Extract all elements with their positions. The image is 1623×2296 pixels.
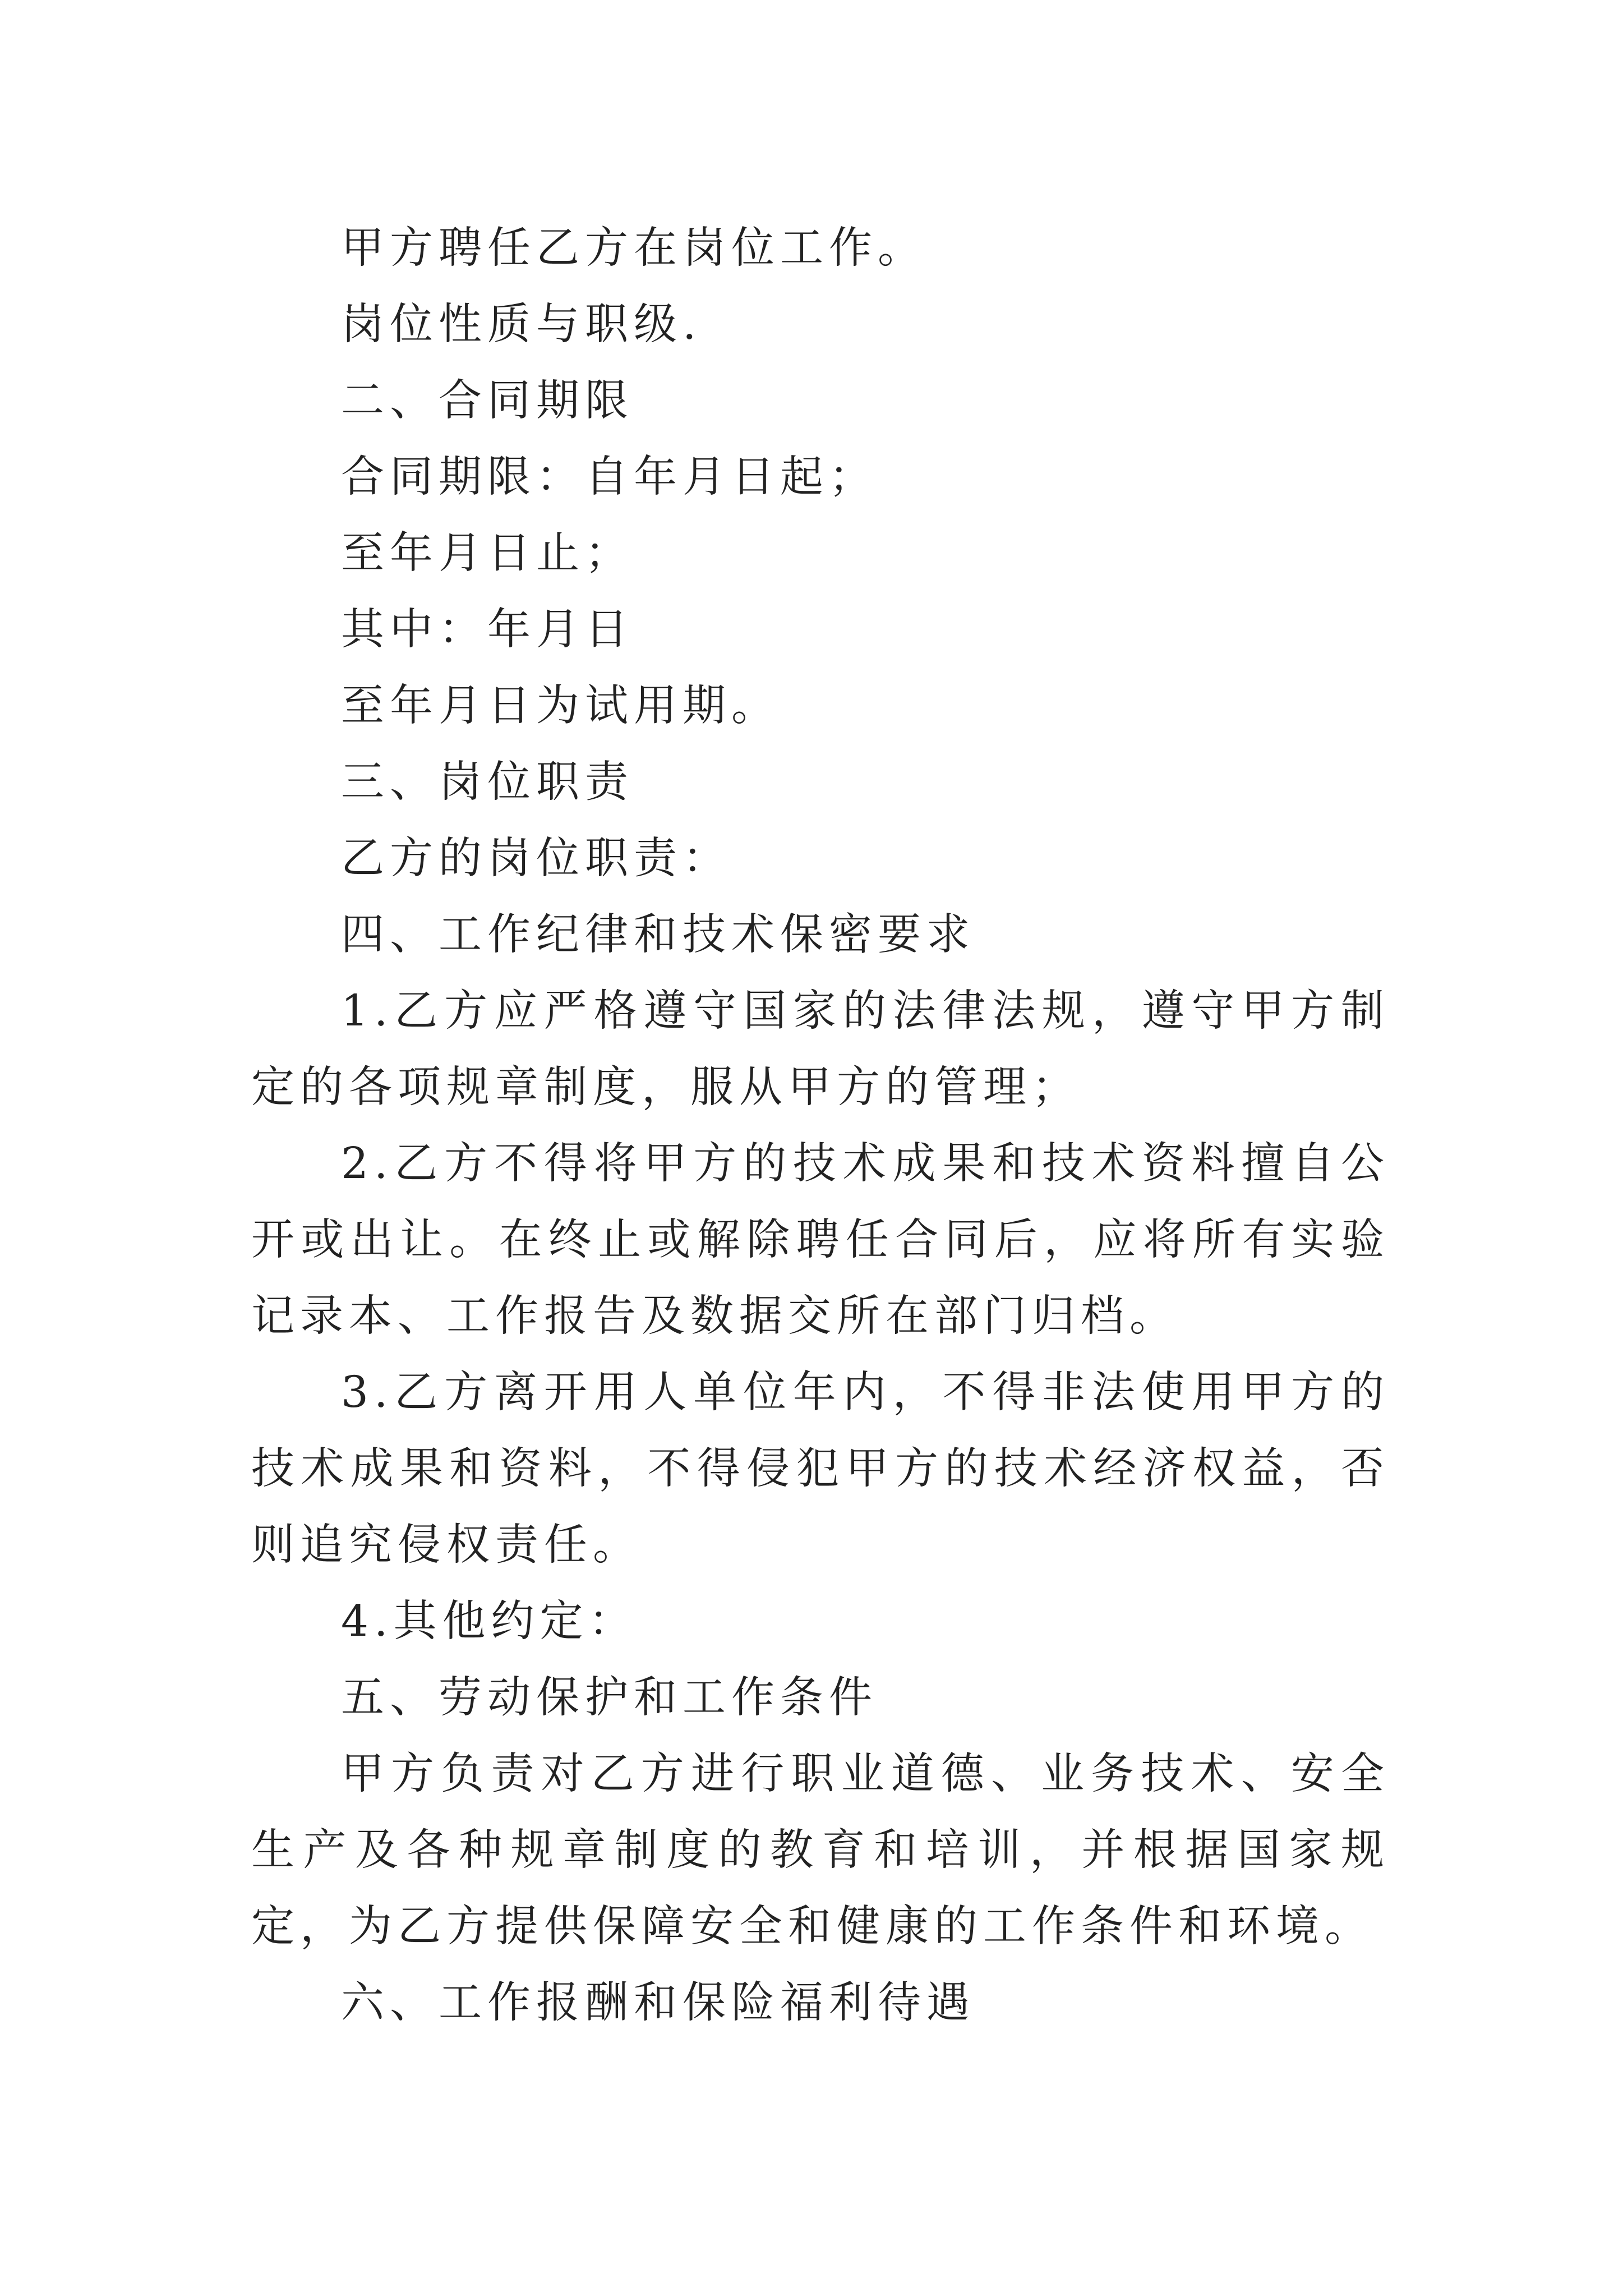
- paragraph-position-nature: 岗位性质与职级.: [341, 300, 702, 349]
- section-heading-duties: 三、岗位职责: [341, 757, 634, 807]
- paragraph-duties: 乙方的岗位职责：: [341, 834, 731, 884]
- paragraph-trial-start: 其中：年月日: [341, 605, 634, 655]
- paragraph-trial-end: 至年月日为试用期。: [341, 681, 780, 731]
- clause-3: 3.乙方离开用人单位年内，不得非法使用甲方的技术成果和资料，不得侵犯甲方的技术经济权益，否则追究侵权责任。: [251, 1368, 1390, 1570]
- section-heading-compensation: 六、工作报酬和保险福利待遇: [341, 1978, 975, 2028]
- paragraph-protection: 甲方负责对乙方进行职业道德、业务技术、安全生产及各种规章制度的教育和培训，并根据国家规定，为乙方提供保障安全和健康的工作条件和环境。: [251, 1749, 1390, 1952]
- paragraph-appointment: 甲方聘任乙方在岗位工作。: [341, 223, 926, 273]
- paragraph-term-end: 至年月日止；: [341, 528, 634, 578]
- paragraph-term-start: 合同期限：自年月日起；: [341, 452, 878, 502]
- clause-1: 1.乙方应严格遵守国家的法律法规，遵守甲方制定的各项规章制度，服从甲方的管理；: [251, 986, 1390, 1112]
- clause-4: 4.其他约定：: [341, 1596, 638, 1646]
- section-heading-discipline: 四、工作纪律和技术保密要求: [341, 910, 975, 960]
- section-heading-contract-term: 二、合同期限: [341, 376, 634, 426]
- document-body: [251, 210, 1390, 2041]
- section-heading-protection: 五、劳动保护和工作条件: [341, 1673, 878, 1723]
- clause-2: 2.乙方不得将甲方的技术成果和技术资料擅自公开或出让。在终止或解除聘任合同后，应将所有实验记录本、工作报告及数据交所在部门归档。: [251, 1139, 1390, 1341]
